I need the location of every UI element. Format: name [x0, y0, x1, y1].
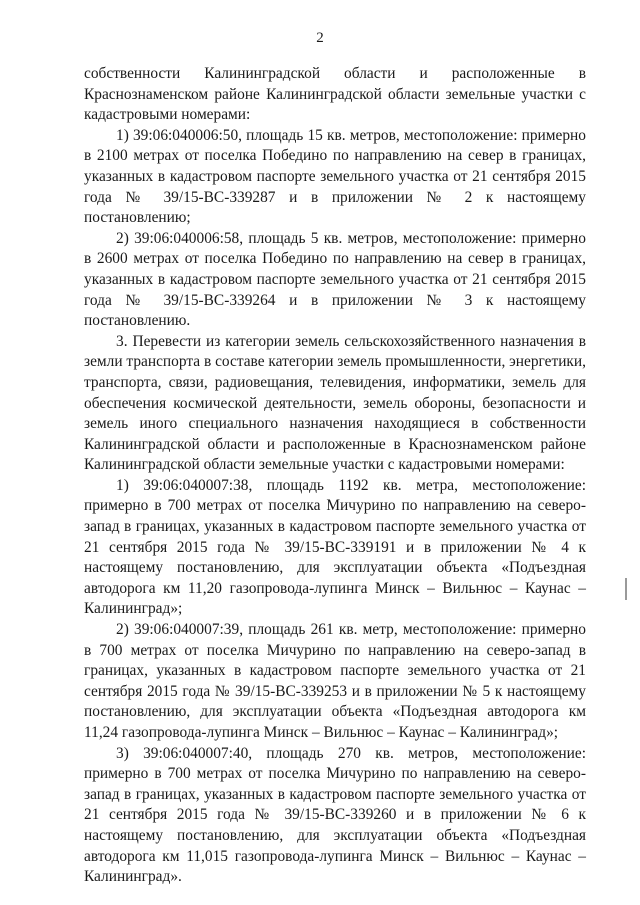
list-item-3-1: 1) 39:06:040007:38, площадь 1192 кв. метра, местоположение: примерно в 700 метрах от поселка Мичурино по направлению на северо-запад в границах, указанных в кадастровом паспорте земельного участка от 21 сентября 2015 года № 39/15-ВС-339191 и в приложении № 4 к настоящему постановлению, для эксплуатации объекта «Подъездная автодорога км 11,20 газопровода-лупинга Минск – Вильнюс – Каунас – Калининград»;: [84, 476, 586, 618]
clause-3: 3. Перевести из категории земель сельскохозяйственного назначения в земли транспорта в составе категории земель промышленности, энергетики, транспорта, связи, радиовещания, телевидения, информатики, земель для обеспечения космической деятельности, земель обороны, безопасности и земель иного специального назначения находящиеся в собственности Калининградской области и расположенные в Краснознаменском районе Калининградской области земельные участки с кадастровыми номерами:: [84, 332, 586, 474]
paragraph-continuation: собственности Калининградской области и расположенные в Краснознаменском районе Калининградской области земельные участки с кадастровыми номерами:: [84, 65, 586, 124]
document-body: [84, 64, 586, 888]
list-item-3-3: 3) 39:06:040007:40, площадь 270 кв. метров, местоположение: примерно в 700 метрах от поселка Мичурино по направлению на северо-запад в границах, указанных в кадастровом паспорте земельного участка от 21 сентября 2015 года № 39/15-ВС-339260 и в приложении № 6 к настоящему постановлению, для эксплуатации объекта «Подъездная автодорога км 11,015 газопровода-лупинга Минск – Вильнюс – Каунас – Калининград».: [84, 744, 586, 886]
page-number: 2: [316, 30, 324, 46]
list-item-3-2: 2) 39:06:040007:39, площадь 261 кв. метр, местоположение: примерно в 700 метрах от поселка Мичурино по направлению на северо-запад в границах, указанных в кадастровом паспорте земельного участка от 21 сентября 2015 года № 39/15-ВС-339253 и в приложении № 5 к настоящему постановлению, для эксплуатации объекта «Подъездная автодорога км 11,24 газопровода-лупинга Минск – Вильнюс – Каунас – Калининград»;: [84, 621, 586, 741]
list-item-2-2: 2) 39:06:040006:58, площадь 5 кв. метров, местоположение: примерно в 2600 метрах от поселка Победино по направлению на север в границах, указанных в кадастровом паспорте земельного участка от 21 сентября 2015 года № 39/15-ВС-339264 и в приложении № 3 к настоящему постановлению.: [84, 229, 586, 330]
scan-edge-mark: [625, 578, 627, 600]
list-item-2-1: 1) 39:06:040006:50, площадь 15 кв. метров, местоположение: примерно в 2100 метрах от поселка Победино по направлению на север в границах, указанных в кадастровом паспорте земельного участка от 21 сентября 2015 года № 39/15-ВС-339287 и в приложении № 2 к настоящему постановлению;: [84, 126, 586, 227]
